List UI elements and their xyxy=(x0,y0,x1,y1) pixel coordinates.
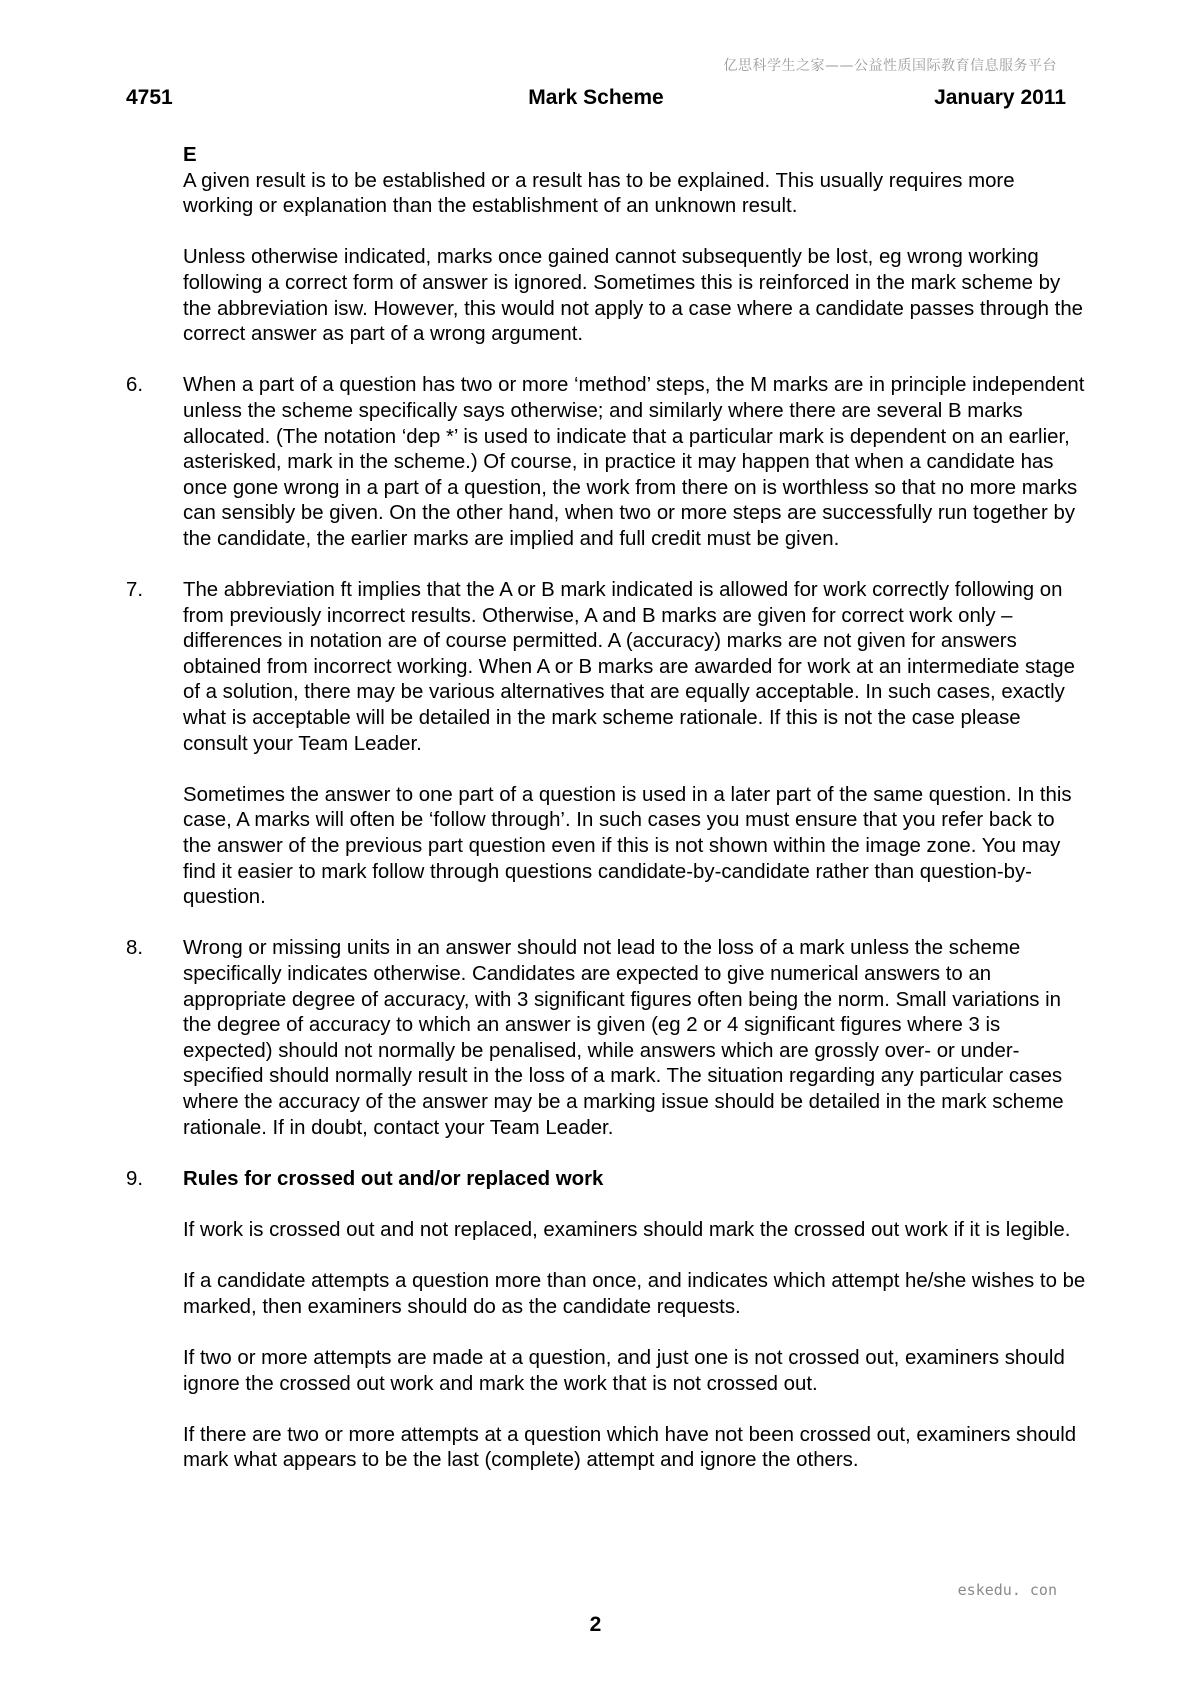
item-9-heading: Rules for crossed out and/or replaced work xyxy=(183,1167,604,1190)
item-9-paragraph-4: If there are two or more attempts at a question which have not been crossed out, examiners should mark what appears to be the last (complete) attempt and ignore the others. xyxy=(183,1423,1077,1472)
item-9 xyxy=(126,1167,1086,1474)
header-code: 4751 xyxy=(126,86,173,109)
header-title: Mark Scheme xyxy=(528,86,664,109)
item-number: 8. xyxy=(126,937,144,960)
item-number: 6. xyxy=(126,374,144,397)
item-6-paragraph-1: When a part of a question has two or more ‘method’ steps, the M marks are in principle independent unless the scheme specifically says otherwise; and similarly where there are several B marks allocated. (The notation ‘dep *’ is used to indicate that a particular mark is dependent on an earlier, asterisked, mark in the scheme.) Of course, in practice it may happen that when a candidate has once gone wrong in a part of a question, the work from there on is worthless so that no more marks can sensibly be given. On the other hand, when two or more steps are successfully run together by the candidate, the earlier marks are implied and full credit must be given. xyxy=(183,374,1085,550)
item-7-paragraph-1: The abbreviation ft implies that the A or B mark indicated is allowed for work correctly following on from previously incorrect results. Otherwise, A and B marks are given for correct work only – differences in notation are of course permitted. A (accuracy) marks are not given for answers obtained from incorrect working. When A or B marks are awarded for work at an intermediate stage of a solution, there may be various alternatives that are equally acceptable. In such cases, exactly what is acceptable will be detailed in the mark scheme rationale. If this is not the case please consult your Team Leader. xyxy=(183,579,1075,755)
section-e-label: E xyxy=(183,144,197,166)
watermark-top: 亿思科学生之家——公益性质国际教育信息服务平台 xyxy=(723,58,1057,74)
item-8-paragraph-1: Wrong or missing units in an answer should not lead to the loss of a mark unless the scheme specifically indicates otherwise. Candidates are expected to give numerical answers to an appropriate degree of accuracy, with 3 significant figures often being the norm. Small variations in the degree of accuracy to which an answer is given (eg 2 or 4 significant figures where 3 is expected) should not normally be penalised, while answers which are grossly over- or under-specified should normally result in the loss of a mark. The situation regarding any particular cases where the accuracy of the answer may be a marking issue should be detailed in the mark scheme rationale. If in doubt, contact your Team Leader. xyxy=(183,937,1064,1139)
item-9-paragraph-1: If work is crossed out and not replaced, examiners should mark the crossed out work if it is legible. xyxy=(183,1218,1071,1241)
page-header xyxy=(126,86,1066,114)
item-number: 9. xyxy=(126,1167,144,1190)
item-number: 7. xyxy=(126,579,144,602)
section-e-paragraph-1: A given result is to be established or a result has to be explained. This usually requires more working or explanation than the establishment of an unknown result. xyxy=(183,169,1015,218)
section-e xyxy=(126,143,1086,348)
document-body xyxy=(126,143,1086,1474)
item-9-paragraph-3: If two or more attempts are made at a question, and just one is not crossed out, examiners should ignore the crossed out work and mark the work that is not crossed out. xyxy=(183,1346,1065,1395)
watermark-bottom: eskedu. con xyxy=(957,1581,1057,1599)
header-date: January 2011 xyxy=(934,86,1066,109)
item-7-paragraph-2: Sometimes the answer to one part of a question is used in a later part of the same question. In this case, A marks will often be ‘follow through’. In such cases you must ensure that you refer back to the answer of the previous part question even if this is not shown within the image zone. You may find it easier to mark follow through questions candidate-by-candidate rather than question-by-question. xyxy=(183,783,1072,909)
page-number: 2 xyxy=(589,1613,602,1636)
section-e-paragraph-2: Unless otherwise indicated, marks once gained cannot subsequently be lost, eg wrong working following a correct form of answer is ignored. Sometimes this is reinforced in the mark scheme by the abbreviation isw. However, this would not apply to a case where a candidate passes through the correct answer as part of a wrong argument. xyxy=(183,246,1084,346)
item-9-paragraph-2: If a candidate attempts a question more than once, and indicates which attempt he/she wishes to be marked, then examiners should do as the candidate requests. xyxy=(183,1270,1086,1318)
item-8 xyxy=(126,936,1086,1141)
item-7 xyxy=(126,578,1086,911)
item-6 xyxy=(126,373,1086,552)
